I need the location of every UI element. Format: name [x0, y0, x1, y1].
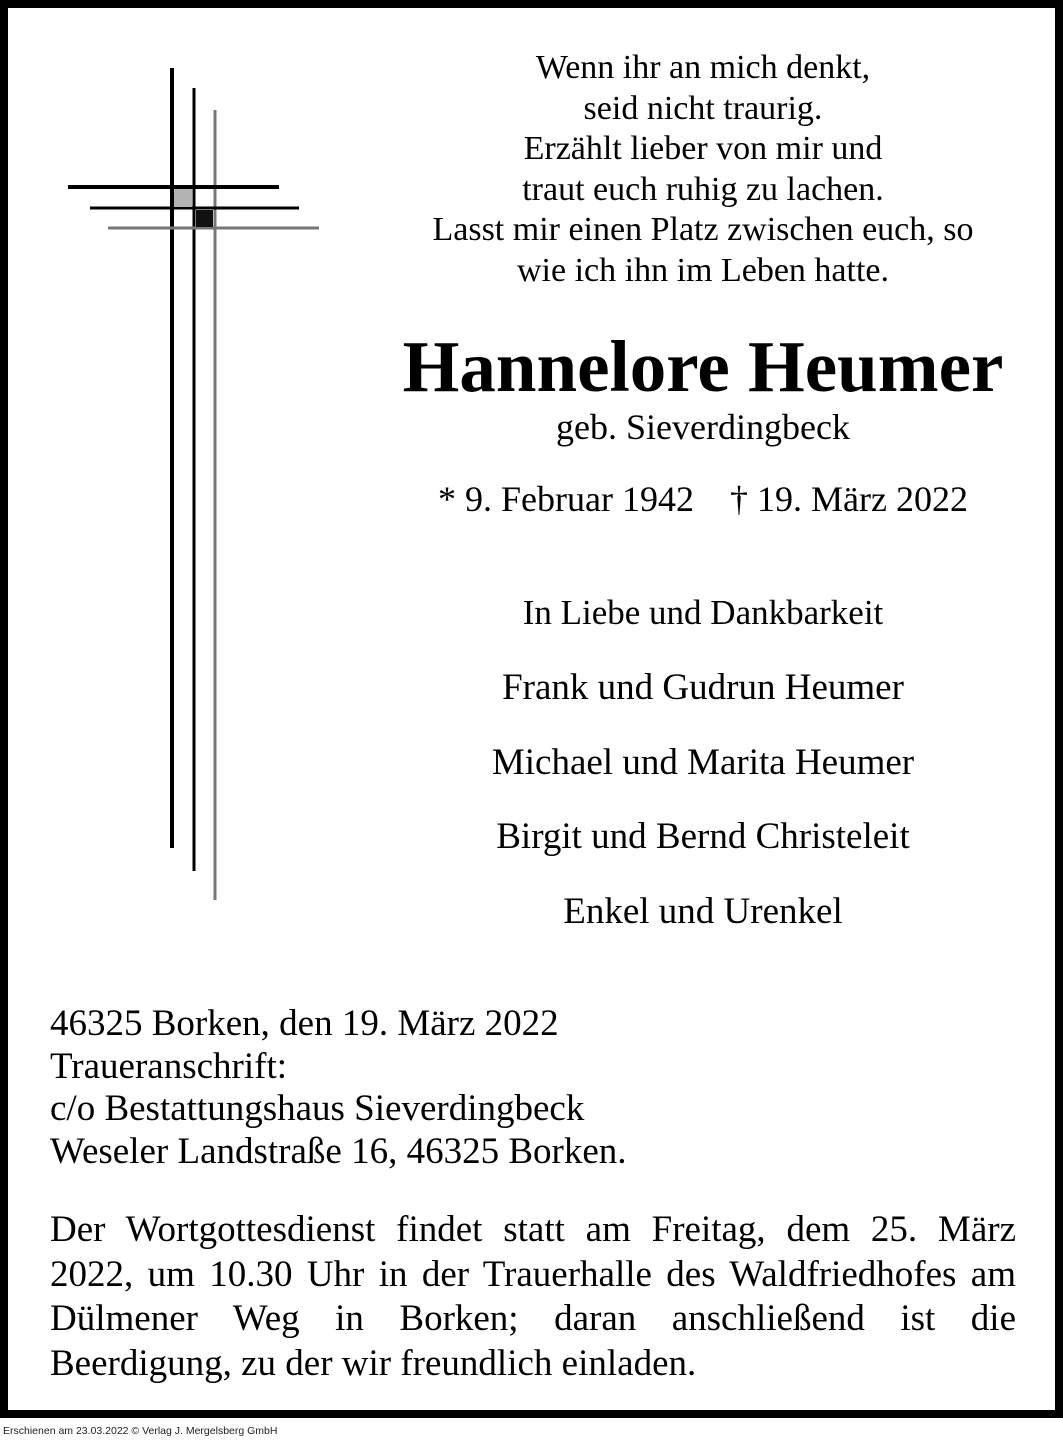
poem-line: Wenn ihr an mich denkt, — [535, 49, 871, 86]
address-line: Weseler Landstraße 16, 46325 Borken. — [50, 1130, 627, 1172]
poem-line: Lasst mir einen Platz zwischen euch, so — [432, 211, 974, 248]
poem-line: Erzählt lieber von mir und — [523, 130, 883, 167]
service-notice: Der Wortgottesdienst findet statt am Freitag, dem 25. März 2022, um 10.30 Uhr in der Trauerhalle des Waldfriedhofes am Dülmener Weg in Borken; daran anschließend ist die Beerdigung, zu der wir freundlich einladen. — [50, 1209, 1016, 1384]
address-line: c/o Bestattungshaus Sieverdingbeck — [50, 1088, 585, 1129]
cross-light-square — [174, 189, 192, 207]
mourning-address — [50, 1003, 1030, 1173]
cross-icon — [63, 63, 333, 913]
birth-name: geb. Sieverdingbeck — [556, 407, 850, 447]
mourners — [368, 592, 1038, 964]
life-dates: * 9. Februar 1942 † 19. März 2022 — [438, 479, 968, 519]
address-line: Traueranschrift: — [50, 1045, 288, 1087]
poem-line: seid nicht traurig. — [583, 89, 823, 127]
deceased-name: Hannelore Heumer — [402, 326, 1004, 407]
address-line: 46325 Borken, den 19. März 2022 — [50, 1003, 559, 1044]
cross-dark-square — [196, 210, 213, 227]
poem — [368, 48, 1038, 291]
mourners-intro: In Liebe und Dankbarkeit — [522, 593, 884, 632]
mourner-name: Birgit und Bernd Christeleit — [496, 816, 910, 857]
mourner-name: Frank und Gudrun Heumer — [502, 667, 904, 708]
mourner-name: Enkel und Urenkel — [563, 890, 843, 932]
publication-footer: Erschienen am 23.03.2022 © Verlag J. Mergelsberg GmbH — [3, 1425, 278, 1437]
poem-line: traut euch ruhig zu lachen. — [522, 170, 884, 208]
poem-line: wie ich ihn im Leben hatte. — [517, 251, 889, 289]
mourner-name: Michael und Marita Heumer — [491, 741, 915, 783]
